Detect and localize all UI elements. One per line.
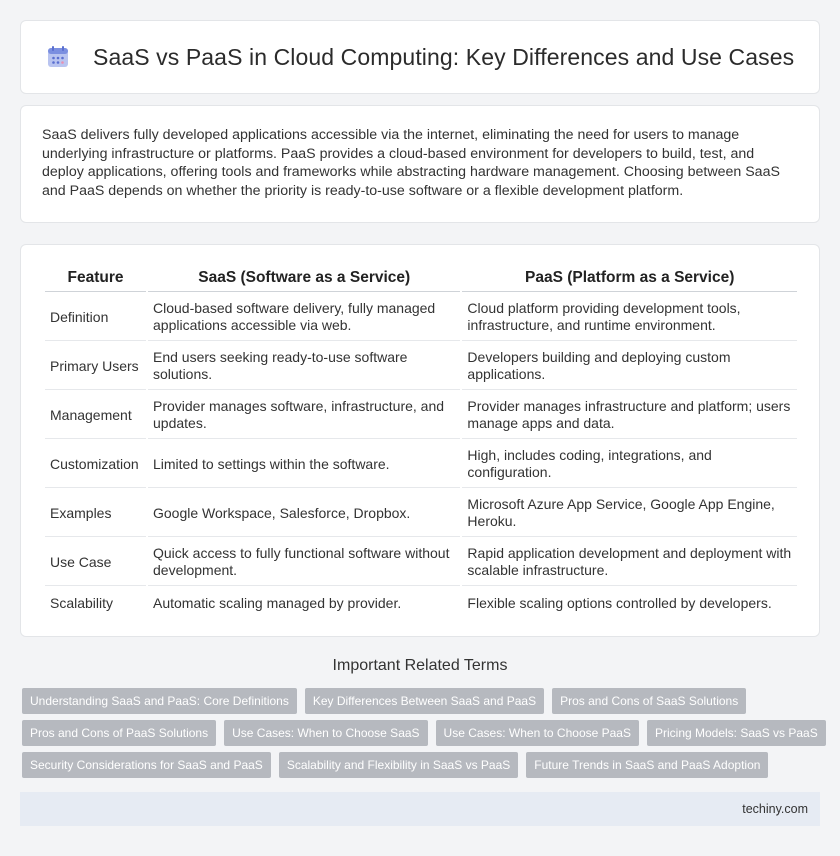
row-feature: Management xyxy=(45,392,146,439)
row-paas-cell: Flexible scaling options controlled by developers. xyxy=(467,594,772,611)
row-paas-cell: High, includes coding, integrations, and configuration. xyxy=(462,441,797,488)
intro-text: SaaS delivers fully developed applications accessible via the internet, eliminating the need for users to manage underlying infrastructure or platforms. PaaS provides a cloud-based environment for developers to build, test, and deploy applications, offering tools and frameworks while abstracting hardware management. Choosing between SaaS and PaaS depends on whether the priority is ready-to-use software or a flexible development platform. xyxy=(42,127,780,199)
related-term-tag[interactable]: Key Differences Between SaaS and PaaS xyxy=(305,688,544,714)
row-paas-cell: Cloud platform providing development tools, infrastructure, and runtime environment. xyxy=(462,294,797,341)
tag-row xyxy=(22,720,822,746)
row-saas-cell: Automatic scaling managed by provider. xyxy=(153,594,402,611)
row-saas-cell: End users seeking ready-to-use software solutions. xyxy=(148,343,460,390)
table-row xyxy=(45,294,797,341)
title-card xyxy=(20,20,820,94)
row-paas-cell: Microsoft Azure App Service, Google App Engine, Heroku. xyxy=(462,490,797,537)
table-row xyxy=(45,441,797,488)
row-feature: Definition xyxy=(45,294,146,341)
row-saas-cell: Limited to settings within the software. xyxy=(148,441,460,488)
table-row xyxy=(45,539,797,586)
comparison-card xyxy=(20,244,820,637)
comparison-table xyxy=(43,263,799,620)
row-feature: Primary Users xyxy=(45,343,146,390)
page-title: SaaS vs PaaS in Cloud Computing: Key Differences and Use Cases xyxy=(93,43,795,70)
calendar-icon xyxy=(45,44,71,70)
related-term-tag[interactable]: Pros and Cons of SaaS Solutions xyxy=(552,688,746,714)
row-saas-cell: Cloud-based software delivery, fully managed applications accessible via web. xyxy=(148,294,460,341)
related-terms-title: Important Related Terms xyxy=(332,657,508,674)
row-feature: Examples xyxy=(45,490,146,537)
intro-card xyxy=(20,105,820,223)
row-feature: Scalability xyxy=(50,594,114,611)
column-header-saas: SaaS (Software as a Service) xyxy=(148,265,460,292)
row-paas-cell: Developers building and deploying custom applications. xyxy=(462,343,797,390)
row-saas-cell: Provider manages software, infrastructure, and updates. xyxy=(148,392,460,439)
related-term-tag[interactable]: Scalability and Flexibility in SaaS vs PaaS xyxy=(279,752,518,778)
related-terms-tags xyxy=(22,688,822,784)
related-term-tag[interactable]: Future Trends in SaaS and PaaS Adoption xyxy=(526,752,768,778)
column-header-feature: Feature xyxy=(45,265,146,292)
column-header-paas: PaaS (Platform as a Service) xyxy=(462,265,797,292)
tag-row xyxy=(22,688,822,714)
row-feature: Customization xyxy=(45,441,146,488)
footer-site-link[interactable]: techiny.com xyxy=(742,802,808,816)
table-header-row xyxy=(45,265,797,292)
related-term-tag[interactable]: Pricing Models: SaaS vs PaaS xyxy=(647,720,826,746)
table-row xyxy=(45,490,797,537)
tag-row xyxy=(22,752,822,778)
related-term-tag[interactable]: Use Cases: When to Choose SaaS xyxy=(224,720,427,746)
footer xyxy=(20,792,820,826)
row-saas-cell: Quick access to fully functional software without development. xyxy=(148,539,460,586)
row-saas-cell: Google Workspace, Salesforce, Dropbox. xyxy=(148,490,460,537)
related-term-tag[interactable]: Security Considerations for SaaS and PaaS xyxy=(22,752,271,778)
row-feature: Use Case xyxy=(45,539,146,586)
row-paas-cell: Provider manages infrastructure and platform; users manage apps and data. xyxy=(462,392,797,439)
related-term-tag[interactable]: Understanding SaaS and PaaS: Core Definitions xyxy=(22,688,297,714)
table-row xyxy=(45,588,797,618)
related-term-tag[interactable]: Pros and Cons of PaaS Solutions xyxy=(22,720,216,746)
table-row xyxy=(45,392,797,439)
row-paas-cell: Rapid application development and deployment with scalable infrastructure. xyxy=(462,539,797,586)
related-term-tag[interactable]: Use Cases: When to Choose PaaS xyxy=(436,720,639,746)
table-row xyxy=(45,343,797,390)
